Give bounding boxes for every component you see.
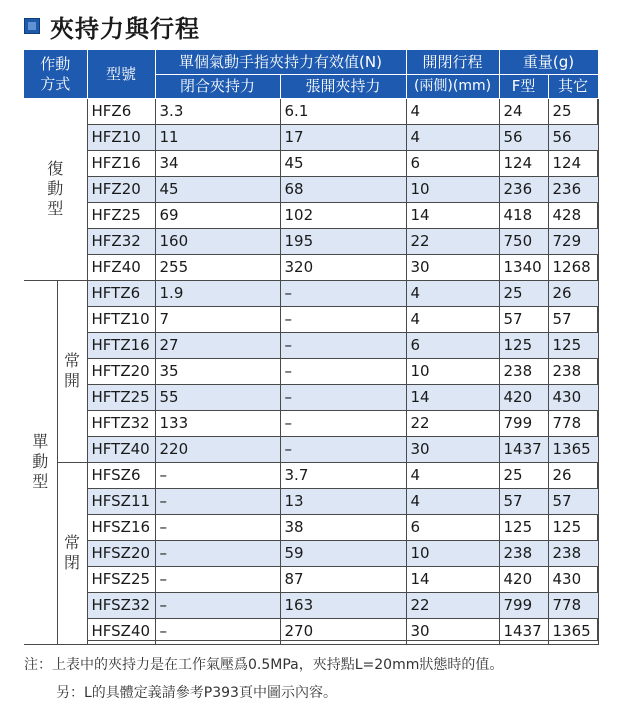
weight-f-cell: 1340 xyxy=(499,254,548,280)
model-cell: HFSZ32 xyxy=(87,592,155,618)
close-force-cell: 133 xyxy=(155,410,280,436)
square-bullet-icon xyxy=(24,18,40,34)
open-force-cell: 320 xyxy=(280,254,406,280)
stroke-cell: 4 xyxy=(406,124,499,150)
model-cell: HFZ16 xyxy=(87,150,155,176)
weight-f-cell: 750 xyxy=(499,228,548,254)
weight-other-cell: 56 xyxy=(548,124,598,150)
model-cell: HFTZ20 xyxy=(87,358,155,384)
group-normally-open: 常開 xyxy=(57,280,87,462)
header-weight-other: 其它 xyxy=(548,74,598,98)
model-cell: HFTZ32 xyxy=(87,410,155,436)
close-force-cell: 55 xyxy=(155,384,280,410)
open-force-cell: – xyxy=(280,410,406,436)
weight-other-cell: 1365 xyxy=(548,618,598,644)
table-row xyxy=(24,436,598,462)
close-force-cell: 11 xyxy=(155,124,280,150)
model-cell: HFZ32 xyxy=(87,228,155,254)
table-row xyxy=(24,332,598,358)
open-force-cell: 163 xyxy=(280,592,406,618)
group-double-acting: 復動型 xyxy=(24,98,87,280)
model-cell: HFZ40 xyxy=(87,254,155,280)
close-force-cell: – xyxy=(155,462,280,488)
open-force-cell: 87 xyxy=(280,566,406,592)
open-force-cell: 17 xyxy=(280,124,406,150)
model-cell: HFZ25 xyxy=(87,202,155,228)
header-stroke-line1: 開閉行程 xyxy=(406,50,499,74)
close-force-cell: 34 xyxy=(155,150,280,176)
open-force-cell: 45 xyxy=(280,150,406,176)
weight-other-cell: 125 xyxy=(548,514,598,540)
weight-other-cell: 124 xyxy=(548,150,598,176)
weight-other-cell: 1365 xyxy=(548,436,598,462)
header-action-type: 作動方式 xyxy=(24,50,87,98)
weight-f-cell: 25 xyxy=(499,462,548,488)
table-row xyxy=(24,176,598,202)
weight-f-cell: 238 xyxy=(499,540,548,566)
model-cell: HFSZ40 xyxy=(87,618,155,644)
header-force-open: 張開夾持力 xyxy=(280,74,406,98)
section-title xyxy=(24,10,200,42)
model-cell: HFZ10 xyxy=(87,124,155,150)
weight-other-cell: 430 xyxy=(548,384,598,410)
stroke-cell: 4 xyxy=(406,462,499,488)
header-model: 型號 xyxy=(87,50,155,98)
close-force-cell: 69 xyxy=(155,202,280,228)
close-force-cell: 160 xyxy=(155,228,280,254)
weight-f-cell: 125 xyxy=(499,514,548,540)
header-weight-f: F型 xyxy=(499,74,548,98)
weight-f-cell: 236 xyxy=(499,176,548,202)
table-row xyxy=(24,254,598,280)
model-cell: HFTZ10 xyxy=(87,306,155,332)
group-single-acting: 單動型 xyxy=(24,280,57,644)
weight-other-cell: 236 xyxy=(548,176,598,202)
table-row xyxy=(24,202,598,228)
weight-f-cell: 57 xyxy=(499,488,548,514)
open-force-cell: 102 xyxy=(280,202,406,228)
weight-other-cell: 778 xyxy=(548,410,598,436)
close-force-cell: – xyxy=(155,592,280,618)
weight-other-cell: 1268 xyxy=(548,254,598,280)
stroke-cell: 10 xyxy=(406,358,499,384)
weight-other-cell: 238 xyxy=(548,358,598,384)
stroke-cell: 22 xyxy=(406,592,499,618)
table-row xyxy=(24,228,598,254)
table-row xyxy=(24,514,598,540)
open-force-cell: – xyxy=(280,306,406,332)
spec-table xyxy=(24,50,599,645)
close-force-cell: – xyxy=(155,618,280,644)
weight-other-cell: 25 xyxy=(548,98,598,124)
table-row xyxy=(24,280,598,306)
stroke-cell: 14 xyxy=(406,384,499,410)
weight-other-cell: 238 xyxy=(548,540,598,566)
weight-f-cell: 56 xyxy=(499,124,548,150)
table-row xyxy=(24,358,598,384)
weight-f-cell: 57 xyxy=(499,306,548,332)
table-row xyxy=(24,618,598,644)
stroke-cell: 4 xyxy=(406,98,499,124)
model-cell: HFTZ25 xyxy=(87,384,155,410)
open-force-cell: – xyxy=(280,384,406,410)
table-row xyxy=(24,124,598,150)
weight-other-cell: 428 xyxy=(548,202,598,228)
weight-other-cell: 430 xyxy=(548,566,598,592)
weight-other-cell: 57 xyxy=(548,488,598,514)
table-row xyxy=(24,566,598,592)
open-force-cell: – xyxy=(280,436,406,462)
close-force-cell: – xyxy=(155,514,280,540)
weight-f-cell: 1437 xyxy=(499,436,548,462)
group-normally-closed: 常閉 xyxy=(57,462,87,644)
footnote-2: 另：L的具體定義請參考P393頁中圖示內容。 xyxy=(56,685,337,701)
stroke-cell: 22 xyxy=(406,228,499,254)
table-row xyxy=(24,150,598,176)
weight-f-cell: 420 xyxy=(499,384,548,410)
weight-other-cell: 729 xyxy=(548,228,598,254)
open-force-cell: 38 xyxy=(280,514,406,540)
close-force-cell: 45 xyxy=(155,176,280,202)
stroke-cell: 30 xyxy=(406,436,499,462)
stroke-cell: 10 xyxy=(406,540,499,566)
table-row xyxy=(24,306,598,332)
model-cell: HFSZ11 xyxy=(87,488,155,514)
table-row xyxy=(24,98,598,124)
stroke-cell: 10 xyxy=(406,176,499,202)
table-row xyxy=(24,488,598,514)
model-cell: HFSZ20 xyxy=(87,540,155,566)
close-force-cell: – xyxy=(155,488,280,514)
stroke-cell: 6 xyxy=(406,150,499,176)
weight-f-cell: 420 xyxy=(499,566,548,592)
page-title: 夾持力與行程 xyxy=(50,14,200,43)
model-cell: HFSZ6 xyxy=(87,462,155,488)
weight-f-cell: 24 xyxy=(499,98,548,124)
stroke-cell: 22 xyxy=(406,410,499,436)
stroke-cell: 30 xyxy=(406,618,499,644)
table-row xyxy=(24,540,598,566)
close-force-cell: – xyxy=(155,566,280,592)
stroke-cell: 30 xyxy=(406,254,499,280)
model-cell: HFZ20 xyxy=(87,176,155,202)
open-force-cell: 270 xyxy=(280,618,406,644)
close-force-cell: 27 xyxy=(155,332,280,358)
open-force-cell: 13 xyxy=(280,488,406,514)
stroke-cell: 6 xyxy=(406,514,499,540)
close-force-cell: 3.3 xyxy=(155,98,280,124)
open-force-cell: – xyxy=(280,332,406,358)
close-force-cell: 7 xyxy=(155,306,280,332)
close-force-cell: 35 xyxy=(155,358,280,384)
stroke-cell: 4 xyxy=(406,280,499,306)
close-force-cell: 255 xyxy=(155,254,280,280)
close-force-cell: – xyxy=(155,540,280,566)
weight-other-cell: 26 xyxy=(548,280,598,306)
weight-f-cell: 799 xyxy=(499,410,548,436)
model-cell: HFTZ40 xyxy=(87,436,155,462)
weight-other-cell: 57 xyxy=(548,306,598,332)
open-force-cell: 59 xyxy=(280,540,406,566)
model-cell: HFSZ25 xyxy=(87,566,155,592)
weight-other-cell: 778 xyxy=(548,592,598,618)
open-force-cell: 3.7 xyxy=(280,462,406,488)
stroke-cell: 14 xyxy=(406,566,499,592)
open-force-cell: 195 xyxy=(280,228,406,254)
stroke-cell: 4 xyxy=(406,306,499,332)
stroke-cell: 6 xyxy=(406,332,499,358)
table-row xyxy=(24,592,598,618)
open-force-cell: 6.1 xyxy=(280,98,406,124)
table-row xyxy=(24,462,598,488)
header-weight-group: 重量(g) xyxy=(499,50,598,74)
model-cell: HFSZ16 xyxy=(87,514,155,540)
weight-f-cell: 799 xyxy=(499,592,548,618)
header-force-group: 單個氣動手指夾持力有效值(N) xyxy=(155,50,406,74)
close-force-cell: 1.9 xyxy=(155,280,280,306)
weight-f-cell: 25 xyxy=(499,280,548,306)
weight-f-cell: 1437 xyxy=(499,618,548,644)
table-row xyxy=(24,384,598,410)
stroke-cell: 4 xyxy=(406,488,499,514)
open-force-cell: 68 xyxy=(280,176,406,202)
header-force-close: 閉合夾持力 xyxy=(155,74,280,98)
weight-f-cell: 418 xyxy=(499,202,548,228)
weight-other-cell: 26 xyxy=(548,462,598,488)
open-force-cell: – xyxy=(280,358,406,384)
weight-f-cell: 124 xyxy=(499,150,548,176)
close-force-cell: 220 xyxy=(155,436,280,462)
weight-other-cell: 125 xyxy=(548,332,598,358)
open-force-cell: – xyxy=(280,280,406,306)
weight-f-cell: 238 xyxy=(499,358,548,384)
header-stroke-line2: (兩側)(mm) xyxy=(406,74,499,98)
weight-f-cell: 125 xyxy=(499,332,548,358)
model-cell: HFTZ16 xyxy=(87,332,155,358)
model-cell: HFTZ6 xyxy=(87,280,155,306)
model-cell: HFZ6 xyxy=(87,98,155,124)
footnote-1: 注：上表中的夾持力是在工作氣壓爲0.5MPa，夾持點L=20mm狀態時的值。 xyxy=(24,657,504,673)
table-row xyxy=(24,410,598,436)
stroke-cell: 14 xyxy=(406,202,499,228)
